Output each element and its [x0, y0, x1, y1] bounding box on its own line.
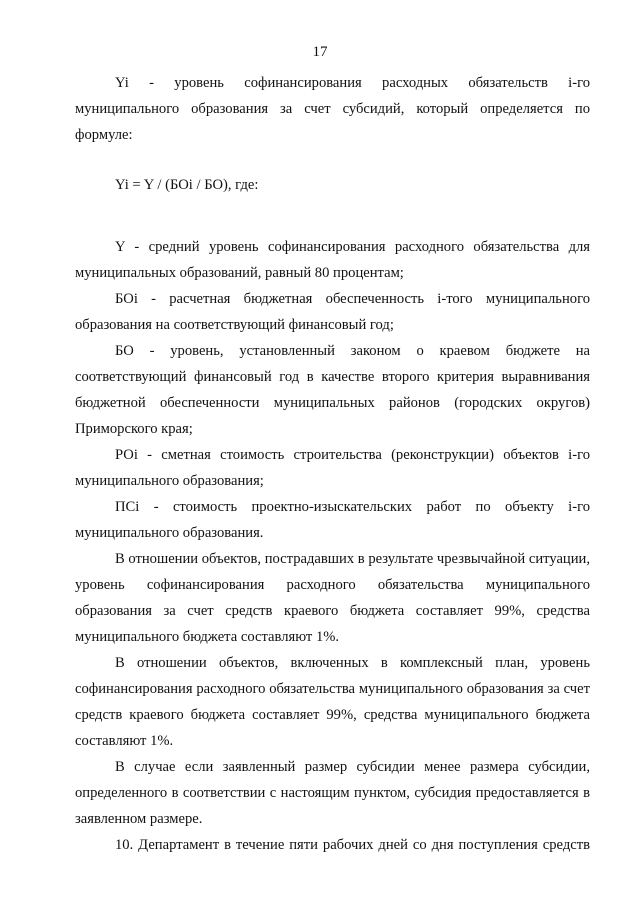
paragraph-declared-subsidy: В случае если заявленный размер субсидии менее размера субсидии, определенного в соответствии с настоящим пунктом, субсидия предоставляется в заявленном размере.	[75, 759, 590, 827]
paragraph-bo-definition: БО - уровень, установленный законом о краевом бюджете на соответствующий финансовый год в качестве второго критерия выравнивания бюджетной обеспеченности муниципальных районов (городских округов) Приморского края;	[75, 343, 590, 437]
spacer	[75, 148, 590, 172]
paragraph-roi-definition: РОi - сметная стоимость строительства (реконструкции) объектов i-го муниципального образования;	[75, 447, 590, 489]
paragraph-boi-definition: БОi - расчетная бюджетная обеспеченность i-того муниципального образования на соответствующий финансовый год;	[75, 291, 590, 333]
spacer	[75, 198, 590, 234]
paragraph-item-10: 10. Департамент в течение пяти рабочих дней со дня поступления средств	[115, 837, 590, 853]
formula-yi: Yi = Y / (БОi / БО), где:	[115, 177, 259, 193]
page-number: 17	[312, 44, 328, 60]
paragraph-y-definition: Y - средний уровень софинансирования расходного обязательства для муниципальных образований, равный 80 процентам;	[75, 239, 590, 281]
paragraph-psi-definition: ПСi - стоимость проектно-изыскательских работ по объекту i-го муниципального образования.	[75, 499, 590, 541]
document-body	[75, 70, 590, 858]
paragraph-yi-definition: Yi - уровень софинансирования расходных обязательств i-го муниципального образования за счет субсидий, который определяется по формуле:	[75, 75, 590, 143]
paragraph-emergency-objects: В отношении объектов, пострадавших в результате чрезвычайной ситуации, уровень софинансирования расходного обязательства муниципального образования за счет средств краевого бюджета составляет 99%, средства муниципального бюджета составляют 1%.	[75, 551, 591, 645]
paragraph-complex-plan-objects: В отношении объектов, включенных в комплексный план, уровень софинансирования расходного обязательства муниципального образования за счет средств краевого бюджета составляет 99%, средства муниципального бюджета составляют 1%.	[75, 655, 590, 749]
